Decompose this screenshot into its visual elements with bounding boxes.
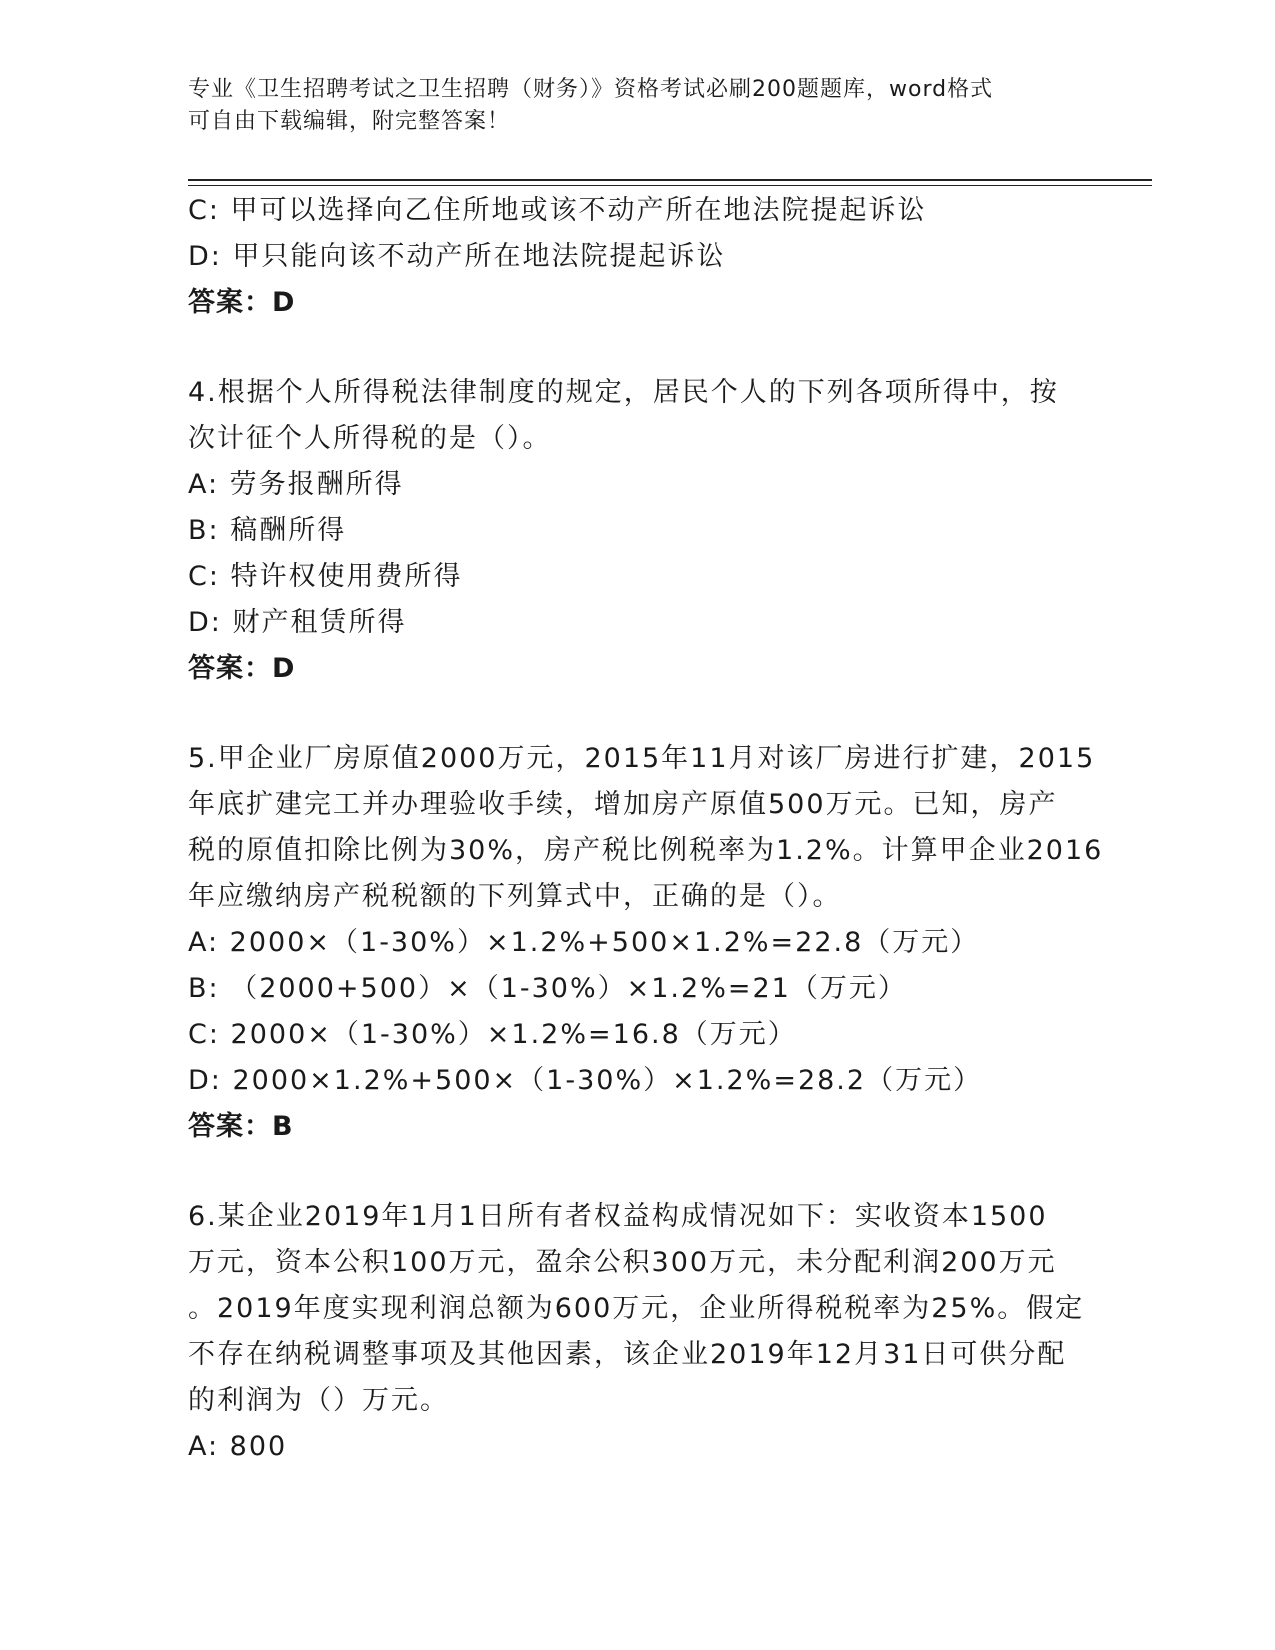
question-stem-line: 不存在纳税调整事项及其他因素，该企业2019年12月31日可供分配 (188, 1339, 1067, 1370)
option-a: A: 劳务报酬所得 (188, 469, 404, 500)
option-b: B: 稿酬所得 (188, 515, 347, 546)
spacer (188, 692, 1088, 736)
question-stem-line: 年应缴纳房产税税额的下列算式中，正确的是（）。 (188, 881, 842, 912)
question-stem-line: 万元，资本公积100万元，盈余公积300万元，未分配利润200万元 (188, 1247, 1057, 1278)
header-title-line-2: 可自由下载编辑，附完整答案！ (188, 109, 511, 134)
question-3-continued (188, 188, 1088, 326)
option-d: D: 2000×1.2%+500×（1-30%）×1.2%=28.2（万元） (188, 1065, 983, 1096)
question-stem-line: 。2019年度实现利润总额为600万元，企业所得税税率为25%。假定 (188, 1293, 1085, 1324)
question-stem-line: 5.甲企业厂房原值2000万元，2015年11月对该厂房进行扩建，2015 (188, 743, 1096, 774)
question-5 (188, 736, 1104, 1150)
option-c: C: 甲可以选择向乙住所地或该不动产所在地法院提起诉讼 (188, 195, 927, 226)
header-divider (188, 179, 1152, 181)
answer-line: 答案：D (188, 287, 296, 318)
question-stem-line: 税的原值扣除比例为30%，房产税比例税率为1.2%。计算甲企业2016 (188, 835, 1104, 866)
spacer (188, 326, 1088, 370)
document-body (188, 188, 1104, 1470)
question-6 (188, 1194, 1088, 1470)
document-header (188, 74, 1068, 138)
option-c: C: 2000×（1-30%）×1.2%=16.8（万元） (188, 1019, 797, 1050)
question-stem-line: 次计征个人所得税的是（）。 (188, 423, 552, 454)
option-b: B: （2000+500）×（1-30%）×1.2%=21（万元） (188, 973, 907, 1004)
option-c: C: 特许权使用费所得 (188, 561, 463, 592)
header-divider-thin (188, 185, 1152, 186)
option-a: A: 800 (188, 1431, 288, 1462)
header-title-line-1: 专业《卫生招聘考试之卫生招聘（财务）》资格考试必刷200题题库，word格式 (188, 77, 994, 102)
answer-line: 答案：B (188, 1111, 294, 1142)
option-d: D: 财产租赁所得 (188, 607, 407, 638)
question-4 (188, 370, 1088, 692)
option-d: D: 甲只能向该不动产所在地法院提起诉讼 (188, 241, 726, 272)
question-stem-line: 年底扩建完工并办理验收手续，增加房产原值500万元。已知，房产 (188, 789, 1058, 820)
question-stem-line: 4.根据个人所得税法律制度的规定，居民个人的下列各项所得中，按 (188, 377, 1059, 408)
question-stem-line: 的利润为（）万元。 (188, 1385, 449, 1416)
option-a: A: 2000×（1-30%）×1.2%+500×1.2%=22.8（万元） (188, 927, 980, 958)
question-stem-line: 6.某企业2019年1月1日所有者权益构成情况如下：实收资本1500 (188, 1201, 1048, 1232)
answer-line: 答案：D (188, 653, 296, 684)
spacer (188, 1150, 1088, 1194)
